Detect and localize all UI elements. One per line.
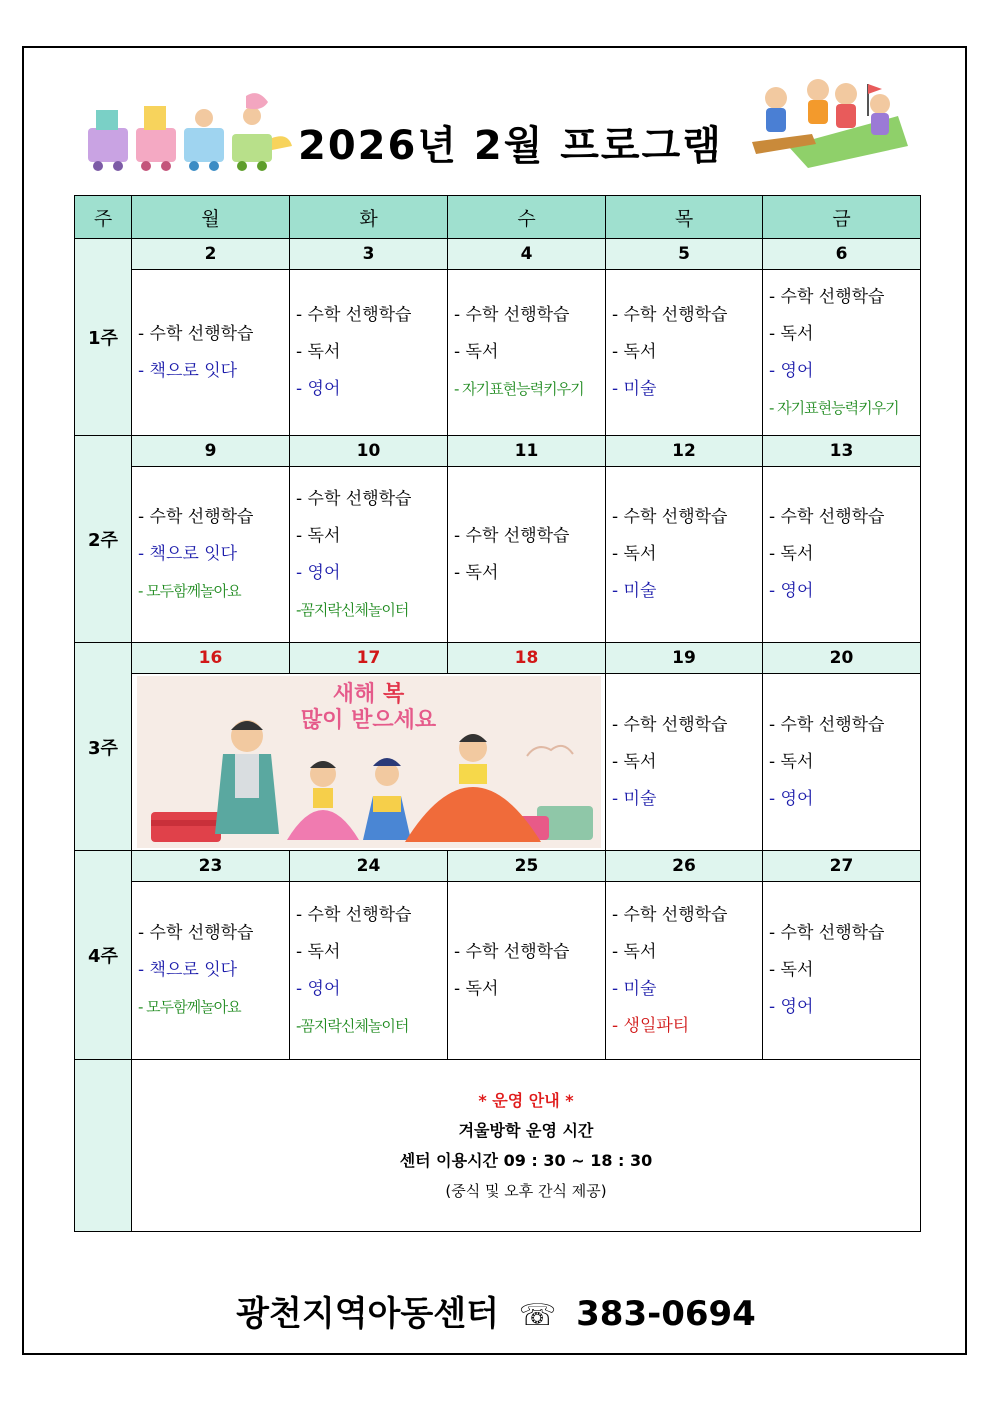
date-cell: 6	[763, 239, 921, 270]
program-item: - 책으로 잇다	[138, 960, 238, 980]
program-cell	[763, 270, 921, 436]
program-item: - 자기표현능력키우기	[454, 380, 584, 398]
program-item: - 영어	[296, 978, 341, 999]
program-item: - 책으로 잇다	[138, 360, 238, 381]
program-item: - 독서	[454, 562, 499, 583]
date-cell: 2	[132, 239, 290, 270]
notice-line-3: (중식 및 오후 간식 제공)	[445, 1181, 607, 1200]
date-cell: 27	[763, 851, 921, 882]
program-item: - 독서	[612, 751, 657, 772]
notice-heading: * 운영 안내 *	[478, 1090, 574, 1110]
program-item: - 수학 선행학습	[454, 305, 570, 325]
program-item: - 독서	[296, 525, 341, 546]
week3-program-row	[75, 674, 921, 851]
program-cell	[132, 882, 290, 1060]
date-cell: 5	[606, 239, 763, 270]
program-cell	[763, 882, 921, 1060]
program-cell	[763, 674, 921, 851]
program-item: - 독서	[612, 544, 657, 564]
table-header-row	[75, 196, 921, 239]
date-cell: 20	[763, 643, 921, 674]
date-cell: 3	[290, 239, 448, 270]
program-item: - 독서	[454, 342, 499, 362]
notice-week-cell	[75, 1060, 132, 1232]
date-cell: 26	[606, 851, 763, 882]
date-cell: 10	[290, 436, 448, 467]
holiday-date-cell: 17	[290, 643, 448, 674]
holiday-date-cell: 16	[132, 643, 290, 674]
week-label: 3주	[75, 643, 132, 851]
program-cell	[606, 674, 763, 851]
program-item: - 수학 선행학습	[769, 286, 885, 307]
program-item: - 수학 선행학습	[138, 323, 254, 344]
program-item: - 미술	[612, 788, 657, 809]
week3-date-row	[75, 643, 921, 674]
program-item: - 독서	[612, 342, 657, 362]
operation-notice	[132, 1060, 921, 1232]
program-item: - 수학 선행학습	[296, 305, 412, 325]
program-item: - 수학 선행학습	[612, 904, 728, 925]
program-cell	[290, 467, 448, 643]
program-item: - 영어	[769, 997, 814, 1017]
program-item: - 영어	[296, 379, 341, 399]
program-item: -꼼지락신체놀이터	[296, 1016, 409, 1035]
program-item: - 수학 선행학습	[612, 305, 728, 325]
program-item: - 수학 선행학습	[138, 507, 254, 527]
program-item: - 수학 선행학습	[454, 525, 570, 546]
date-cell: 23	[132, 851, 290, 882]
program-item: - 수학 선행학습	[296, 488, 412, 509]
header-thursday: 목	[606, 196, 763, 239]
lunar-new-year-banner	[132, 674, 606, 851]
greeting-line2: 많이 받으세요	[300, 708, 437, 733]
greeting-word: 새해	[332, 682, 376, 707]
program-cell	[290, 882, 448, 1060]
date-cell: 24	[290, 851, 448, 882]
program-cell	[448, 882, 606, 1060]
week-label: 4주	[75, 851, 132, 1060]
program-item: - 독서	[612, 941, 657, 962]
date-cell: 4	[448, 239, 606, 270]
program-item: - 미술	[612, 978, 657, 999]
header-week: 주	[75, 196, 132, 239]
center-name: 광천지역아동센터	[236, 1294, 499, 1334]
week1-date-row	[75, 239, 921, 270]
program-item: - 독서	[296, 941, 341, 962]
week2-program-row	[75, 467, 921, 643]
program-calendar-table	[74, 195, 921, 1232]
program-item: - 자기표현능력키우기	[769, 398, 899, 417]
program-item: - 수학 선행학습	[138, 923, 254, 943]
program-item: - 모두함께놀아요	[138, 998, 241, 1016]
program-cell	[448, 467, 606, 643]
program-item: - 수학 선행학습	[296, 904, 412, 925]
notice-line-1: 겨울방학 운영 시간	[458, 1120, 594, 1140]
program-item: - 수학 선행학습	[612, 714, 728, 735]
program-item: - 책으로 잇다	[138, 544, 238, 564]
date-cell: 25	[448, 851, 606, 882]
program-item: - 모두함께놀아요	[138, 582, 241, 600]
program-item: - 독서	[769, 960, 814, 980]
week4-date-row	[75, 851, 921, 882]
program-cell	[606, 270, 763, 436]
greeting-bok: 복	[382, 682, 405, 707]
phone-icon: ☏	[518, 1298, 557, 1333]
date-cell: 9	[132, 436, 290, 467]
program-item: - 독서	[769, 544, 814, 564]
program-cell	[606, 467, 763, 643]
program-item: - 수학 선행학습	[769, 714, 885, 735]
program-item: - 수학 선행학습	[612, 507, 728, 527]
kids-train-illustration	[86, 88, 296, 174]
week4-program-row	[75, 882, 921, 1060]
program-cell	[290, 270, 448, 436]
program-item: - 영어	[769, 581, 814, 601]
new-year-greeting	[137, 682, 601, 734]
program-item: - 독서	[769, 751, 814, 772]
date-cell: 11	[448, 436, 606, 467]
program-item: - 수학 선행학습	[769, 923, 885, 943]
program-item: - 수학 선행학습	[769, 507, 885, 527]
program-item: - 영어	[296, 562, 341, 583]
holiday-date-cell: 18	[448, 643, 606, 674]
header-tuesday: 화	[290, 196, 448, 239]
header-wednesday: 수	[448, 196, 606, 239]
program-item: - 독서	[296, 342, 341, 362]
header-friday: 금	[763, 196, 921, 239]
week1-program-row	[75, 270, 921, 436]
center-footer	[0, 1286, 992, 1335]
page-title: 2026년 2월 프로그램	[298, 123, 723, 169]
program-cell	[448, 270, 606, 436]
program-item: - 영어	[769, 360, 814, 381]
program-item: - 미술	[612, 379, 657, 399]
program-item: -꼼지락신체놀이터	[296, 600, 409, 619]
notice-row	[75, 1060, 921, 1232]
program-item: - 독서	[769, 323, 814, 344]
program-cell	[132, 467, 290, 643]
date-cell: 13	[763, 436, 921, 467]
program-item: - 수학 선행학습	[454, 941, 570, 962]
program-item: - 생일파티	[612, 1015, 690, 1036]
children-illustration	[748, 76, 910, 172]
date-cell: 19	[606, 643, 763, 674]
week2-date-row	[75, 436, 921, 467]
center-phone-number: 383-0694	[576, 1294, 756, 1334]
notice-line-2: 센터 이용시간 09 : 30 ~ 18 : 30	[399, 1150, 653, 1170]
program-item: - 미술	[612, 581, 657, 601]
program-cell	[132, 270, 290, 436]
program-item: - 독서	[454, 978, 499, 999]
header-monday: 월	[132, 196, 290, 239]
program-item: - 영어	[769, 788, 814, 809]
week-label: 1주	[75, 239, 132, 436]
program-cell	[763, 467, 921, 643]
date-cell: 12	[606, 436, 763, 467]
program-cell	[606, 882, 763, 1060]
week-label: 2주	[75, 436, 132, 643]
